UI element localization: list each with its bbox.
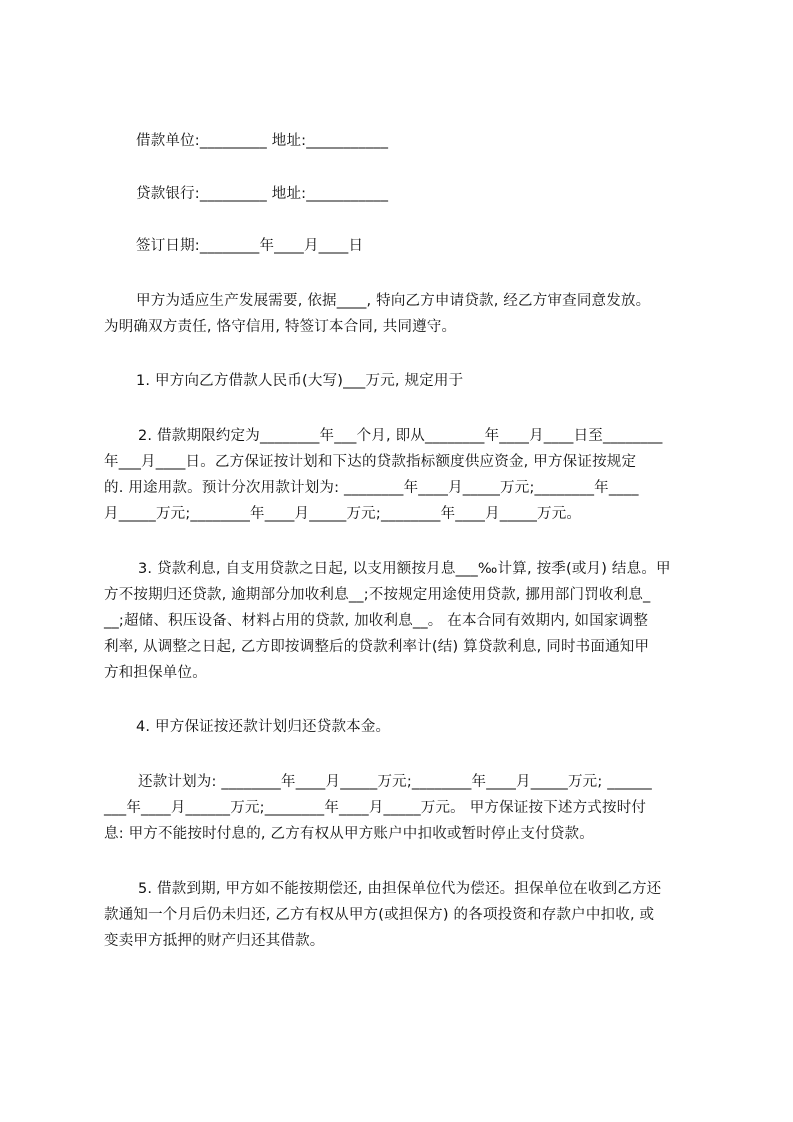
clause-4: 4. 甲方保证按还款计划归还贷款本金。	[136, 719, 391, 735]
clause-1: 1. 甲方向乙方借款人民币(大写)___万元, 规定用于	[136, 373, 464, 389]
intro-paragraph-line: 为明确双方责任, 恪守信用, 特签订本合同, 共同遵守。	[104, 319, 457, 335]
repayment-plan-line: 还款计划为: ________年____月_____万元;________年____月_____万元; ______	[138, 774, 652, 790]
clause-3-line: 方不按期归还贷款, 逾期部分加收利息__;不按规定用途使用贷款, 挪用部门罚收利息_	[104, 587, 651, 603]
clause-3-line: __;超储、积压设备、材料占用的贷款, 加收利息__。 在本合同有效期内, 如国家调整	[104, 613, 649, 629]
clause-3-line: 利率, 从调整之日起, 乙方即按调整后的贷款利率计(结) 算贷款利息, 同时书面通知甲	[104, 639, 650, 655]
borrower-line: 借款单位:_________ 地址:___________	[136, 133, 389, 149]
sign-date-line: 签订日期:________年____月____日	[136, 238, 364, 254]
bank-line: 贷款银行:_________ 地址:___________	[136, 186, 389, 202]
clause-2-line: 2. 借款期限约定为________年___个月, 即从________年____月____日至________	[138, 428, 663, 444]
clause-5-line: 5. 借款到期, 甲方如不能按期偿还, 由担保单位代为偿还。担保单位在收到乙方还	[138, 881, 662, 897]
intro-paragraph-line: 甲方为适应生产发展需要, 依据____, 特向乙方申请贷款, 经乙方审查同意发放。	[136, 293, 651, 309]
clause-3-line: 方和担保单位。	[104, 665, 207, 681]
clause-3-line: 3. 贷款利息, 自支用贷款之日起, 以支用额按月息___‰计算, 按季(或月) 结息。甲	[138, 561, 671, 577]
clause-2-line: 的. 用途用款。预计分次用款计划为: ________年____月_____万元;________年____	[104, 480, 639, 496]
clause-5-line: 变卖甲方抵押的财产归还其借款。	[104, 933, 325, 949]
repayment-plan-line: 息: 甲方不能按时付息的, 乙方有权从甲方账户中扣收或暂时停止支付贷款。	[104, 826, 594, 842]
clause-2-line: 月_____万元;________年____月_____万元;________年____月_____万元。	[104, 506, 582, 522]
clause-5-line: 款通知一个月后仍未归还, 乙方有权从甲方(或担保方) 的各项投资和存款户中扣收, 或	[104, 907, 655, 923]
repayment-plan-line: ___年____月______万元;________年____月_____万元。 甲方保证按下述方式按时付	[104, 800, 647, 816]
clause-2-line: 年___月____日。乙方保证按计划和下达的贷款指标额度供应资金, 甲方保证按规定	[104, 454, 637, 470]
